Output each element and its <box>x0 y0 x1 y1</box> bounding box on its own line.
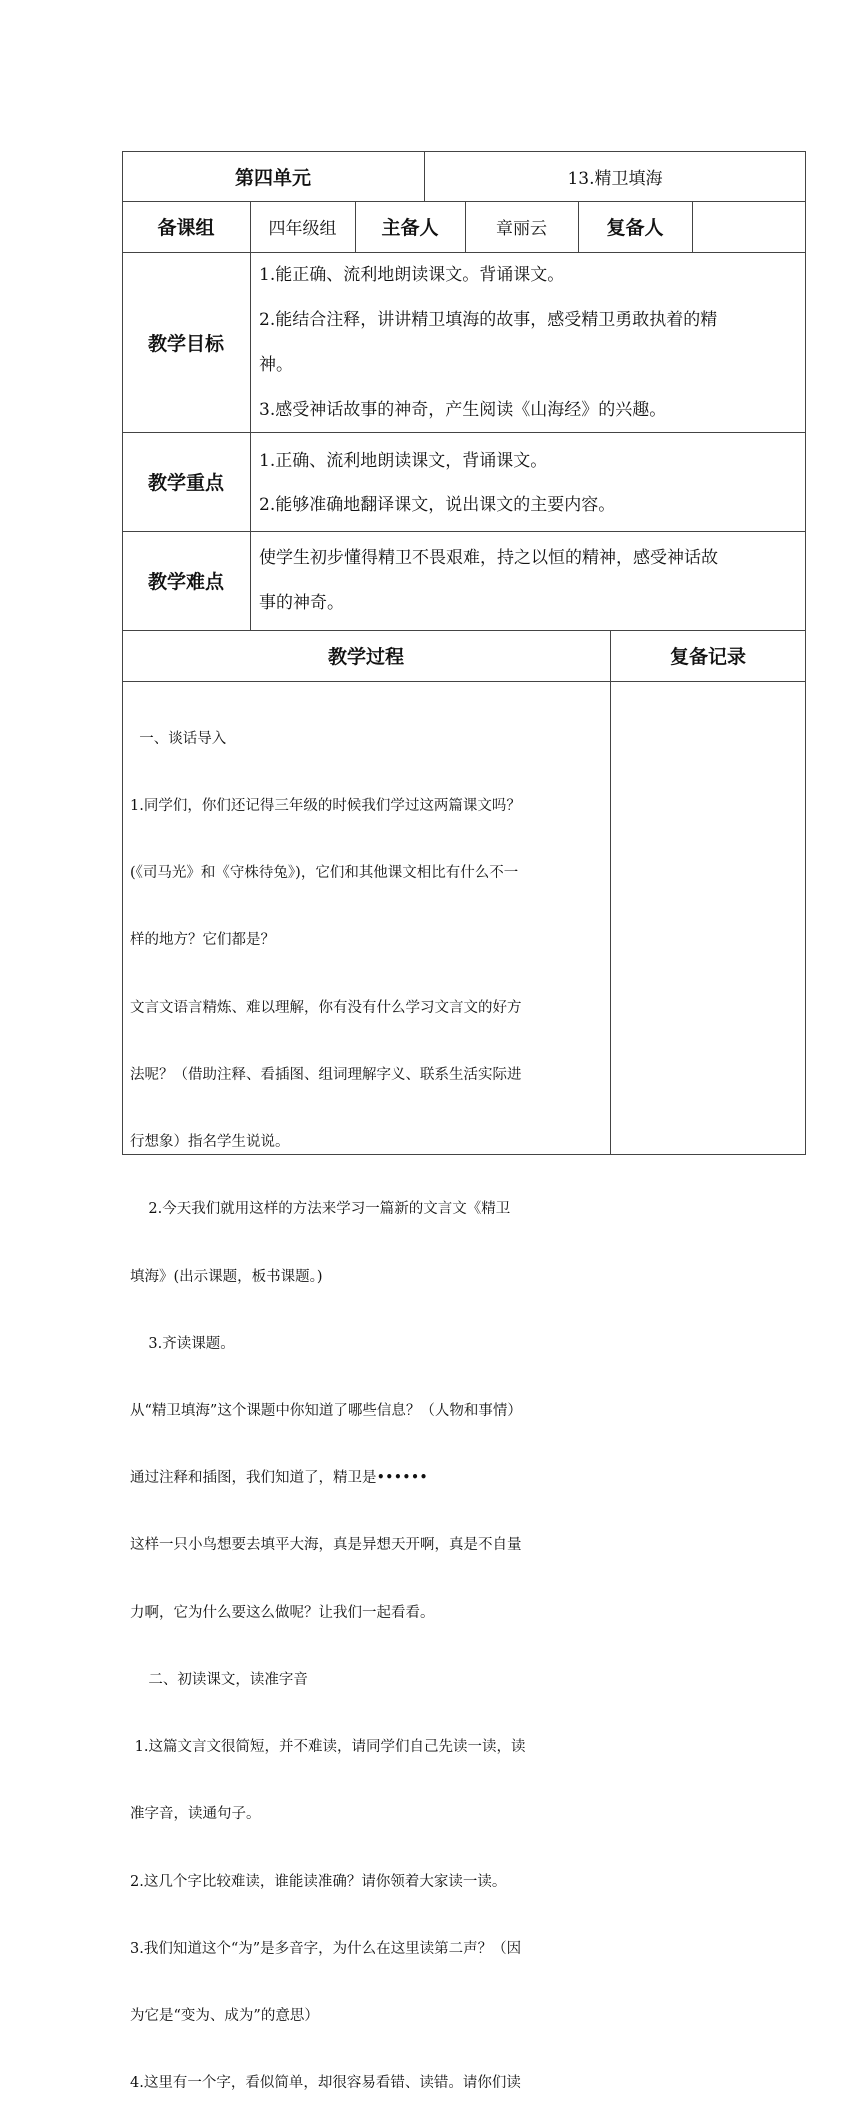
key-point-item: 1.正确、流利地朗读课文，背诵课文。 <box>259 451 548 471</box>
objective-item: 神。 <box>259 355 293 375</box>
process-line: 3.齐读课题。 <box>130 1335 235 1352</box>
process-header: 教学过程 <box>327 646 404 668</box>
process-line: 2.这几个字比较难读，谁能读准确？请你领着大家读一读。 <box>130 1873 507 1890</box>
col-divider <box>250 201 251 630</box>
lesson-title: 13.精卫填海 <box>567 168 663 189</box>
reviewer-label: 复备人 <box>606 217 664 239</box>
process-line: 准字音，读通句子。 <box>130 1806 261 1823</box>
difficulty-line: 使学生初步懂得精卫不畏艰难，持之以恒的精神，感受神话故 <box>259 548 718 568</box>
process-line: 为它是“变为、成为”的意思） <box>130 2007 319 2024</box>
process-line: 通过注释和插图，我们知道了，精卫是•••••• <box>130 1470 428 1487</box>
process-line: 二、初读课文，读准字音 <box>130 1671 308 1688</box>
process-line: 2.今天我们就用这样的方法来学习一篇新的文言文《精卫 <box>130 1201 511 1218</box>
objective-item: 1.能正确、流利地朗读课文。背诵课文。 <box>259 265 565 285</box>
review-record-header: 复备记录 <box>669 646 746 668</box>
row-divider <box>122 681 806 682</box>
process-line: (《司马光》和《守株待兔》)，它们和其他课文相比有什么不一 <box>130 865 519 882</box>
main-preparer-label: 主备人 <box>381 217 439 239</box>
process-line: 行想象）指名学生说说。 <box>130 1134 290 1151</box>
key-point-item: 2.能够准确地翻译课文，说出课文的主要内容。 <box>259 495 616 515</box>
process-line: 力啊，它为什么要这么做呢？让我们一起看看。 <box>130 1604 435 1621</box>
unit-title: 第四单元 <box>234 166 311 189</box>
process-line: 1.这篇文言文很简短，并不难读，请同学们自己先读一读，读 <box>130 1739 526 1756</box>
process-line: 一、谈话导入 <box>130 730 227 747</box>
col-divider <box>610 630 611 1155</box>
process-line: 样的地方？它们都是？ <box>130 932 275 949</box>
reviewer-value <box>692 201 806 252</box>
process-line: 从“精卫填海”这个课题中你知道了哪些信息？（人物和事情） <box>130 1403 522 1419</box>
objective-item: 2.能结合注释，讲讲精卫填海的故事，感受精卫勇敢执着的精 <box>259 310 718 330</box>
objective-item: 3.感受神话故事的神奇，产生阅读《山海经》的兴趣。 <box>259 400 667 420</box>
key-points-label: 教学重点 <box>147 472 224 494</box>
group-value: 四年级组 <box>268 219 337 239</box>
process-line: 文言文语言精炼、难以理解，你有没有什么学习文言文的好方 <box>130 999 522 1016</box>
group-label: 备课组 <box>157 217 215 239</box>
process-line: 4.这里有一个字，看似简单，却很容易看错、读错。请你们读 <box>130 2075 521 2092</box>
process-line: 3.我们知道这个“为”是多音字，为什么在这里读第二声？（因 <box>130 1940 522 1957</box>
difficulty-line: 事的神奇。 <box>259 593 344 613</box>
process-line: 这样一只小鸟想要去填平大海，真是异想天开啊，真是不自量 <box>130 1537 522 1554</box>
objectives-label: 教学目标 <box>147 332 224 355</box>
main-preparer-value: 章丽云 <box>496 219 547 239</box>
process-line: 1.同学们，你们还记得三年级的时候我们学过这两篇课文吗？ <box>130 798 521 815</box>
difficulties-label: 教学难点 <box>147 571 224 593</box>
process-line: 填海》(出示课题，板书课题。) <box>130 1268 323 1285</box>
process-line: 法呢？（借助注释、看插图、组词理解字义、联系生活实际进 <box>130 1066 522 1083</box>
process-body <box>130 683 608 2117</box>
